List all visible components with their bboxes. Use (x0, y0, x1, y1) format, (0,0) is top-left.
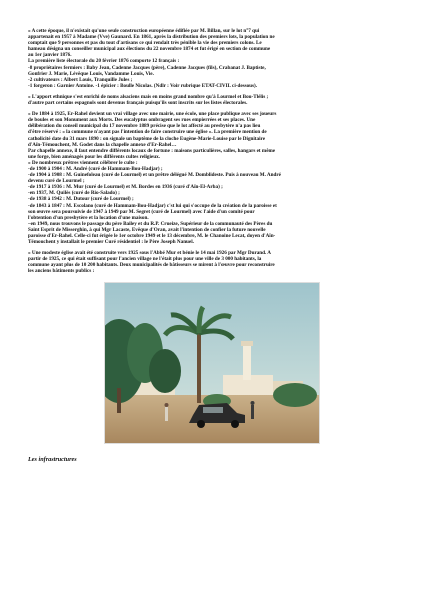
text-line: -1 forgeron : Garnier Antoine. -1 épicier : Boulle Nicolas. (Ndlr : Voir rubrique ETAT-CIVIL ci-dessous). (28, 82, 258, 89)
text-line: -de 1938 à 1942 : M. Dutour (curé de Lourmel) ; (28, 196, 134, 203)
section-caption: Les infrastructures (28, 455, 77, 463)
village-street-photo (104, 282, 320, 444)
text-line: d'autre part certains espagnols sont devenus français puisqu'ils sont inscrits sur les listes électorales. (28, 100, 248, 107)
text-line: –en 1949, nous trouvons le passage du père Bailey et du R.P. Crueize, Supérieur de la communauté des Pères du (28, 220, 273, 227)
text-line: -de 1904 à 1908 : M. Guinefoleau (curé de Lourmel) et un prêtre délégué M. Domblideste. Puis à nouveau M. André (28, 172, 281, 179)
text-line: devenu curé de Lourmel ; (28, 178, 85, 185)
text-line: son œuvre sera poursuivie de 1947 à 1949 par M. Segret (curé de Lourmel) avec l'aide d'un comité pour (28, 208, 255, 215)
text-line: « L'apport ethnique s'est enrichi de noms alsaciens mais en moins grand nombre qu'à Lourmel et Bou-Tlélis ; (28, 93, 269, 100)
text-line: d'Aïn-Témouchent, M. Godet dans la chapelle annexe d'Er-Rahel… (28, 141, 177, 148)
text-line: au 1er janvier 1876. (28, 52, 72, 59)
text-line: comptait que 9 personnes et pas du tout d'artisans ce qui rendait très pénible la vie des premiers colons. Le (28, 40, 262, 47)
text-line: -8 propriétaires fermiers : Baby Jean, Cadenne Jacques (père), Cadenne Jacques (fils), Crabanat J. Baptiste, (28, 64, 266, 71)
text-line: « A cette époque, il n'existait qu'une seule construction européenne édifiée par M. Billan, sur le lot n°7 qui (28, 28, 260, 34)
text-line: hameau désigna un conseiller municipal aux élections du 22 novembre 1874 et fut érigé en section de commune (28, 46, 271, 53)
text-line: « De 1884 à 1925, Er-Rahel devient un vrai village avec une mairie, une école, une place publique avec ses joueurs (28, 111, 277, 118)
text-line: l'obtention d'un presbytère et la location d'une maison. (28, 214, 149, 221)
text-line: La première liste électorale du 20 février 1876 comporte 12 français : (28, 58, 180, 65)
text-line: d'être réservé : « la commune n'ayant pas l'intention de faire construire une église ». La première mention de (28, 129, 267, 136)
text-line: les anciens bâtiments publics : (28, 268, 95, 275)
village-street-illustration (105, 283, 319, 443)
text-line: -en 1937, M. Quilès (curé de Rio-Salado) ; (28, 190, 120, 197)
text-line: Gonfrier J. Marie, Lévêque Louis, Vandamme Louis, Vie. (28, 70, 154, 77)
text-line: -de 1900 à 1904 : M. André (curé de Hammam-Bou-Hadjar) ; (28, 165, 163, 172)
paragraph-early-history (28, 28, 396, 89)
text-line: -de 1917 à 1936 : M. Mur (curé de Lourmel) et M. Bordes en 1936 (curé d'Aïn-El-Arba) ; (28, 184, 223, 191)
text-line: appartenait en 1957 à Madame (Vve) Gaunard. En 1861, après la distribution des premiers lots, la population ne (28, 34, 275, 41)
text-line: « De nombreux prêtres viennent célébrer le culte : (28, 159, 138, 166)
text-line: -de 1843 à 1847 : M. Escolano (curé de Hammam-Bou-Hadjar) c'st lui qui s'occupe de la création de la paroisse et (28, 202, 277, 209)
paragraph-church (28, 250, 396, 274)
text-line: paroisse d'Er-Rahel. Celle-ci fut érigée le 1er octobre 1949 et le 13 décembre, M. le Chanoine Lecat, doyen d'Aïn- (28, 233, 276, 239)
paragraph-ethnic-contribution (28, 94, 396, 106)
text-line: -2 cultivateurs : Albert Louis, Tranquille Jules ; (28, 76, 133, 83)
text-line: Saint Esprit de Misserghin, à qui Mgr Lacaste, Evêque d'Oran, avait l'intention de confier la future nouvelle (28, 226, 266, 233)
text-line: « Une modeste église avait été construite vers 1925 sous l'Abbé Mur et bénie le 14 mai 1926 par Mgr Durand. A (28, 250, 272, 257)
text-line: Par chapelle annexe, il faut entendre différents locaux de fortune : maisons particulières, salles, hangars et même (28, 147, 276, 154)
paragraph-village-and-clergy (28, 111, 396, 245)
text-line: partir de 1925, ce qui était suffisant pour l'ancien village ne l'était plus pour une ville de 3 000 habitants, la (28, 256, 262, 263)
text-line: une forge, bien aménagés pour les différents cultes religieux. (28, 153, 160, 160)
text-line: catholicité date du 31 mars 1890 : on signale un baptême de la cloche Eugène-Marie-Louise par le Dignitaire (28, 135, 265, 142)
text-line: commune ayant plus de 10 200 habitants. Deux municipalités de bâtisseurs se mirent à l'œuvre pour reconstruire (28, 262, 275, 269)
text-line: de boules et son Monument aux Morts. Des eucalyptus ombragent ses rues empierrées et ses places. Une (28, 117, 256, 124)
text-line: délibération du conseil municipal du 17 novembre 1889 précise que le lot affecté au presbytère n'a pas lieu (28, 123, 261, 130)
text-line: Témouchent y installait le premier Curé résidentiel : le Père Joseph Nanuel. (28, 239, 194, 246)
